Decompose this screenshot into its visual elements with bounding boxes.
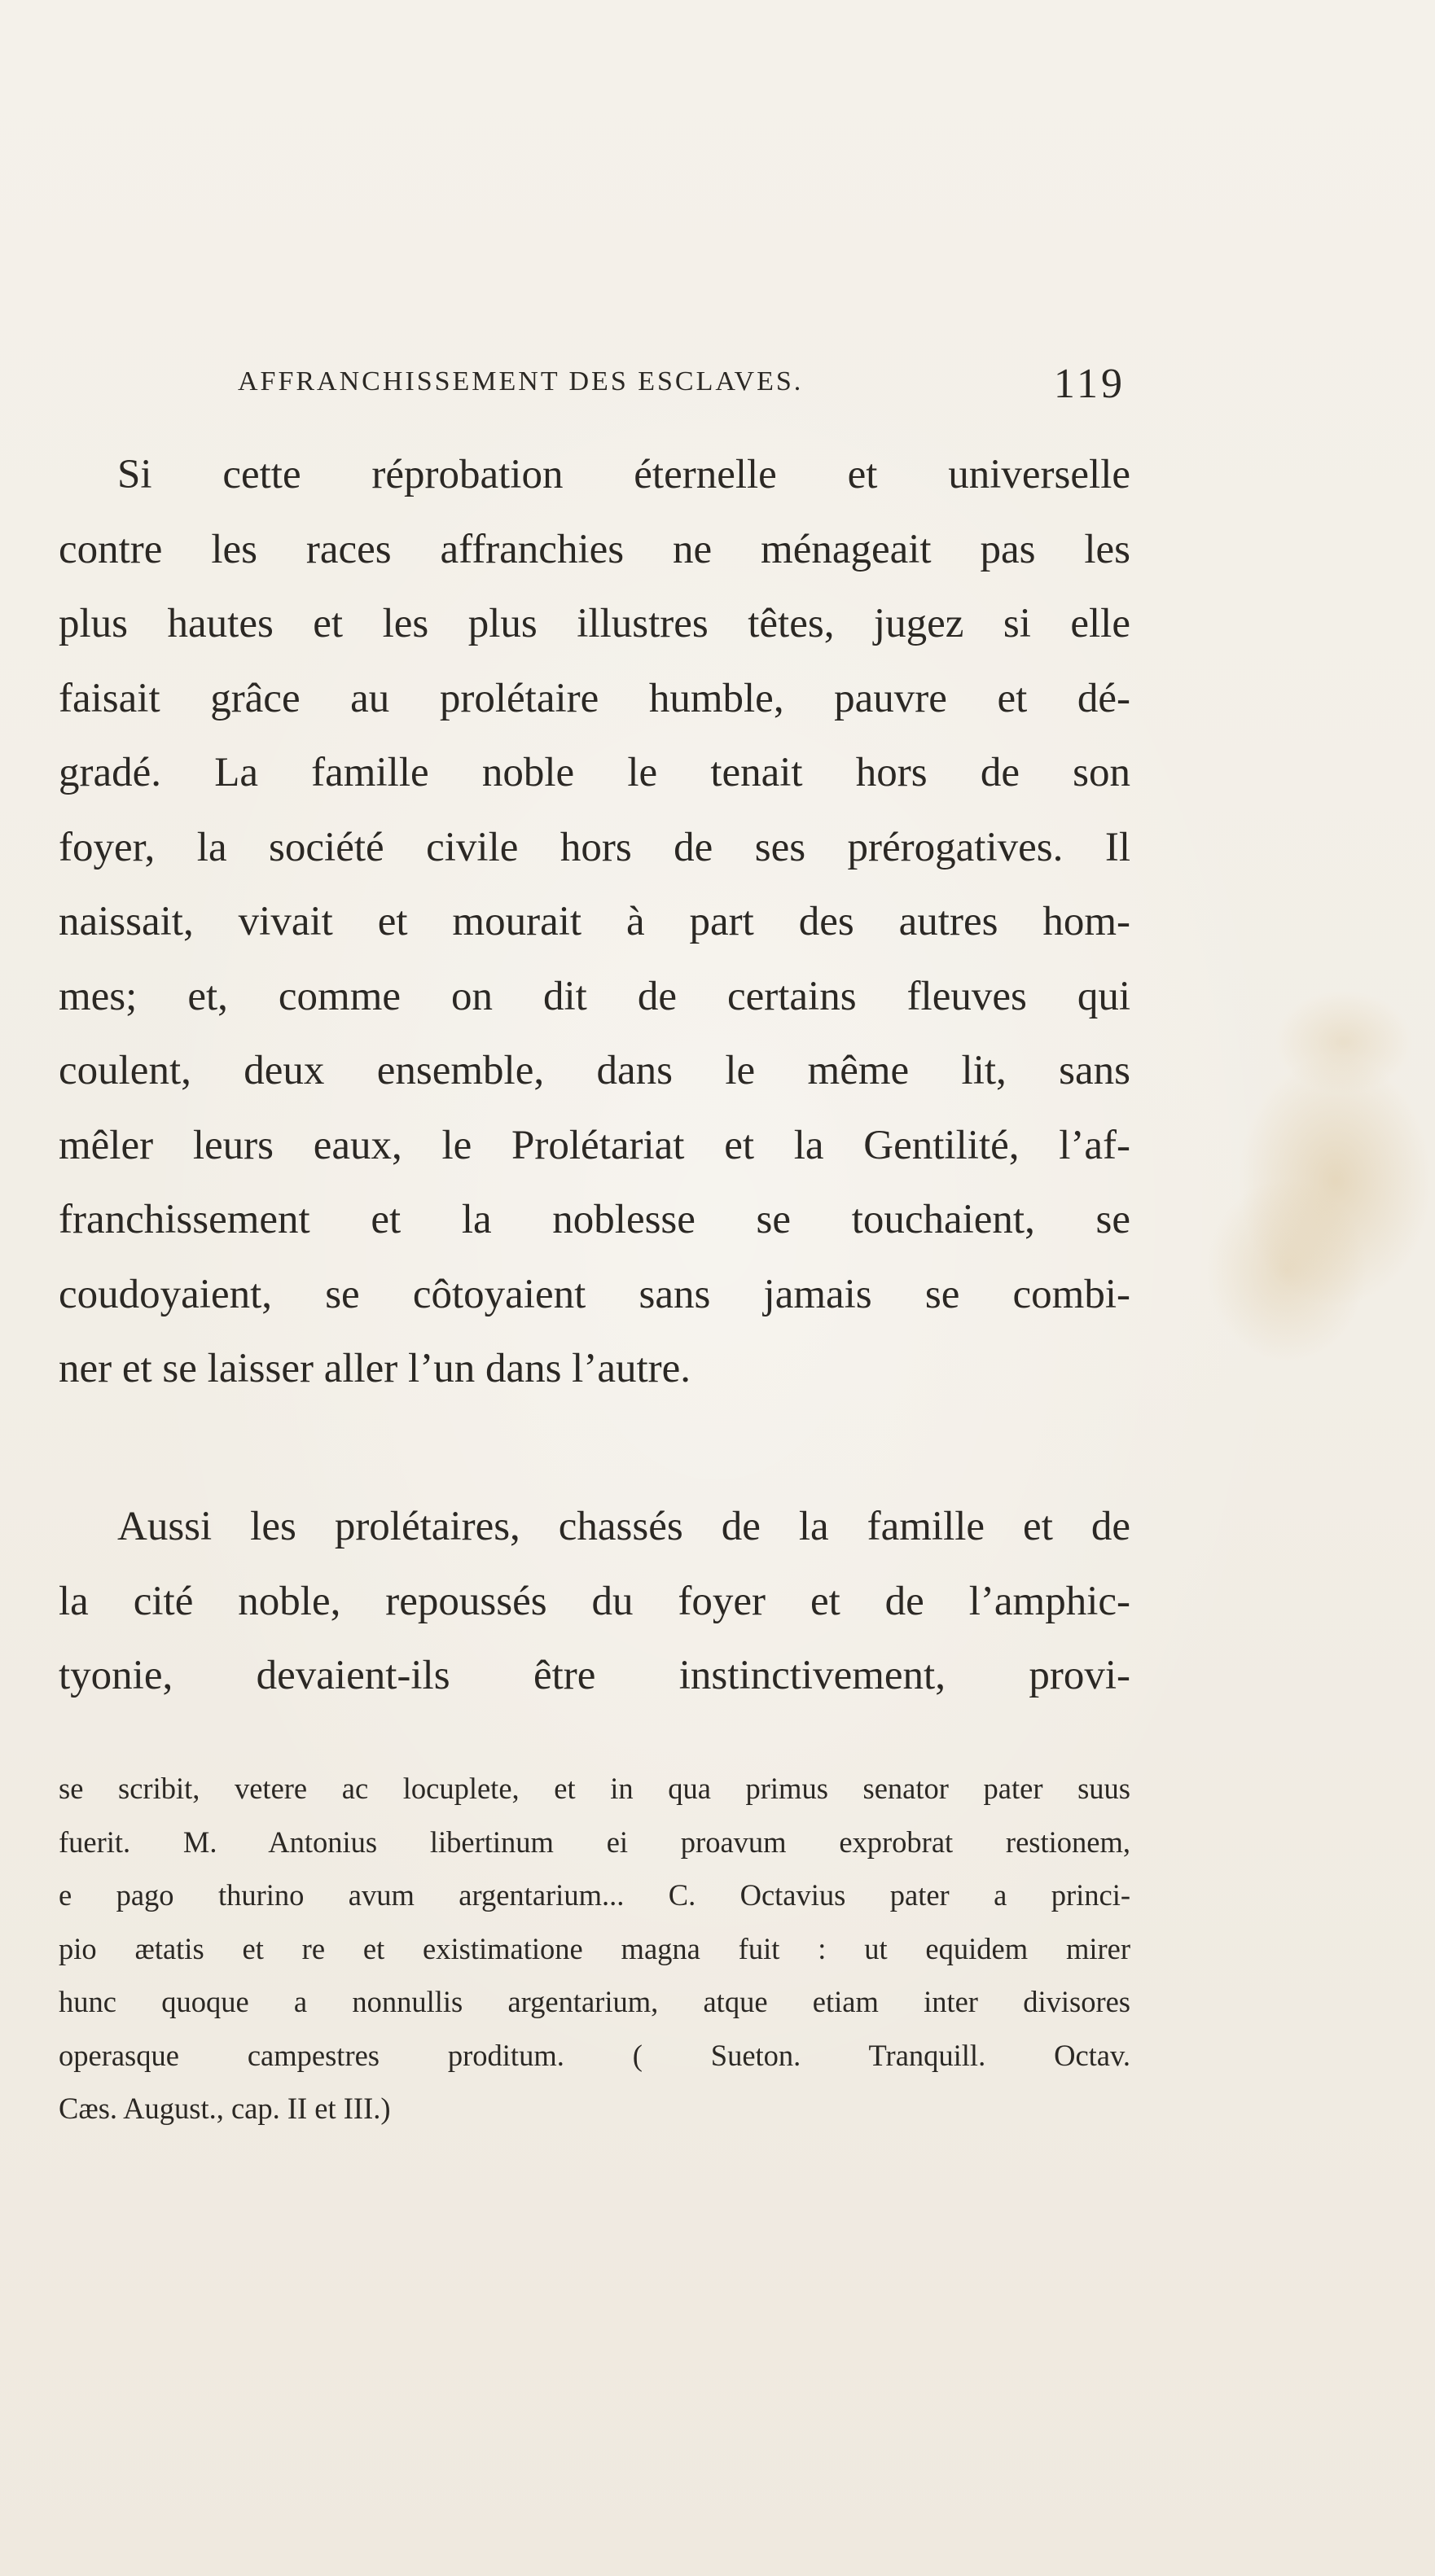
- text-line: coudoyaient, se côtoyaient sans jamais se combi-: [59, 1271, 1130, 1317]
- text-line: coulent, deux ensemble, dans le même lit, sans: [59, 1048, 1130, 1093]
- running-head: AFFRANCHISSEMENT DES ESCLAVES.: [238, 366, 804, 396]
- text-line: foyer, la société civile hors de ses prérogatives. Il: [59, 824, 1130, 870]
- text-line: ner et se laisser aller l’un dans l’autre.: [59, 1346, 691, 1391]
- footnote-line: operasque campestres proditum. ( Sueton. Tranquill. Octav.: [59, 2038, 1130, 2072]
- paragraph-1: [59, 438, 1130, 1407]
- footnote-line: se scribit, vetere ac locuplete, et in qua primus senator pater suus: [59, 1772, 1130, 1805]
- text-line: faisait grâce au prolétaire humble, pauvre et dé-: [59, 675, 1130, 721]
- text-line: Si cette réprobation éternelle et universelle: [117, 452, 1130, 497]
- paragraph-2: [59, 1490, 1130, 1714]
- footnote: [59, 1762, 1130, 2136]
- footnote-line: Cæs. August., cap. II et III.): [59, 2092, 391, 2125]
- text-line: plus hautes et les plus illustres têtes, jugez si elle: [59, 601, 1130, 646]
- text-line: contre les races affranchies ne ménageait pas les: [59, 526, 1130, 572]
- text-line: tyonie, devaient-ils être instinctivement, provi-: [59, 1653, 1130, 1698]
- text-line: franchissement et la noblesse se touchaient, se: [59, 1197, 1130, 1242]
- text-line: la cité noble, repoussés du foyer et de l’amphic-: [59, 1578, 1130, 1624]
- text-line: Aussi les prolétaires, chassés de la famille et de: [117, 1504, 1130, 1549]
- footnote-line: e pago thurino avum argentarium... C. Octavius pater a princi-: [59, 1878, 1130, 1912]
- page-header: [238, 360, 1126, 409]
- text-line: mes; et, comme on dit de certains fleuves qui: [59, 973, 1130, 1019]
- footnote-line: hunc quoque a nonnullis argentarium, atque etiam inter divisores: [59, 1985, 1130, 2018]
- text-line: mêler leurs eaux, le Prolétariat et la Gentilité, l’af-: [59, 1122, 1130, 1168]
- page-number: 119: [1053, 361, 1126, 407]
- text-line: gradé. La famille noble le tenait hors de son: [59, 750, 1130, 795]
- footnote-line: fuerit. M. Antonius libertinum ei proavum exprobrat restionem,: [59, 1825, 1130, 1859]
- text-line: naissait, vivait et mourait à part des autres hom-: [59, 899, 1130, 944]
- footnote-line: pio ætatis et re et existimatione magna fuit : ut equidem mirer: [59, 1931, 1130, 1965]
